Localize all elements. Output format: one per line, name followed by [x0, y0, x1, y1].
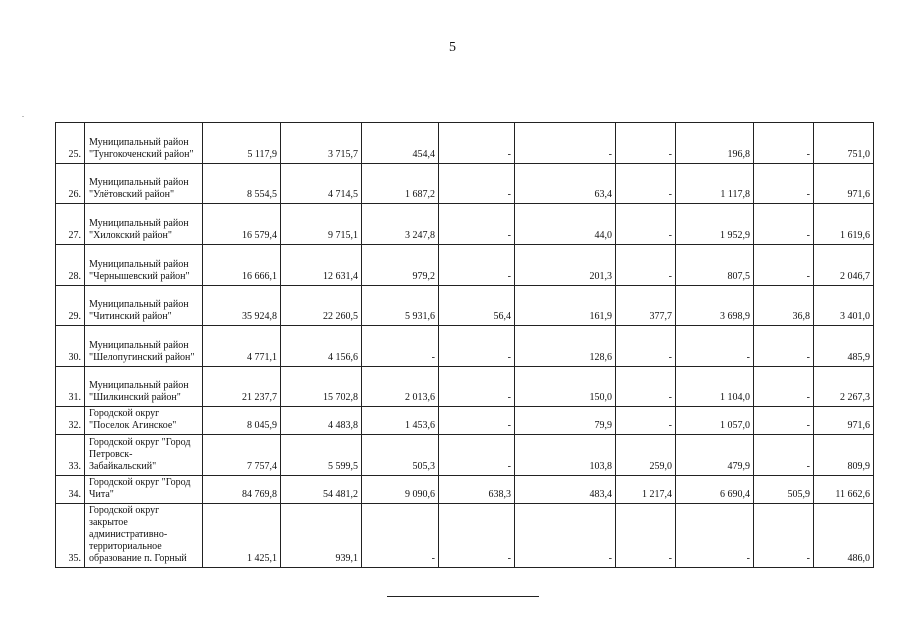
table-row — [56, 476, 874, 504]
table-row — [56, 164, 874, 204]
value-cell: - — [439, 204, 515, 245]
value-cell: 809,9 — [814, 435, 874, 476]
value-cell: - — [439, 407, 515, 435]
value-cell: 5 117,9 — [203, 123, 281, 164]
value-cell: 2 013,6 — [362, 367, 439, 407]
row-number: 25. — [56, 123, 85, 164]
value-cell: 2 046,7 — [814, 245, 874, 286]
value-cell: 128,6 — [515, 326, 616, 367]
value-cell: 939,1 — [281, 504, 362, 568]
table-row — [56, 407, 874, 435]
value-cell: 3 698,9 — [676, 286, 754, 326]
value-cell: 150,0 — [515, 367, 616, 407]
value-cell: 454,4 — [362, 123, 439, 164]
row-number: 27. — [56, 204, 85, 245]
municipality-name: Муниципальный район "Тунгокоченский район" — [85, 123, 203, 164]
value-cell: 103,8 — [515, 435, 616, 476]
value-cell: - — [616, 123, 676, 164]
value-cell: 5 599,5 — [281, 435, 362, 476]
municipality-name: Муниципальный район "Читинский район" — [85, 286, 203, 326]
value-cell: - — [362, 504, 439, 568]
value-cell: - — [754, 326, 814, 367]
value-cell: - — [439, 245, 515, 286]
value-cell: 4 771,1 — [203, 326, 281, 367]
value-cell: 15 702,8 — [281, 367, 362, 407]
budget-table — [55, 122, 874, 568]
value-cell: 201,3 — [515, 245, 616, 286]
value-cell: - — [616, 204, 676, 245]
row-number: 33. — [56, 435, 85, 476]
value-cell: 36,8 — [754, 286, 814, 326]
value-cell: 9 715,1 — [281, 204, 362, 245]
value-cell: - — [515, 123, 616, 164]
value-cell: 22 260,5 — [281, 286, 362, 326]
value-cell: - — [754, 504, 814, 568]
value-cell: 12 631,4 — [281, 245, 362, 286]
row-number: 29. — [56, 286, 85, 326]
value-cell: 479,9 — [676, 435, 754, 476]
value-cell: - — [439, 164, 515, 204]
municipality-name: Муниципальный район "Улётовский район" — [85, 164, 203, 204]
value-cell: 971,6 — [814, 407, 874, 435]
value-cell: 1 117,8 — [676, 164, 754, 204]
value-cell: - — [439, 326, 515, 367]
value-cell: 16 579,4 — [203, 204, 281, 245]
value-cell: - — [439, 504, 515, 568]
table-row — [56, 326, 874, 367]
value-cell: - — [616, 326, 676, 367]
table-body — [56, 123, 874, 568]
value-cell: - — [754, 435, 814, 476]
value-cell: - — [754, 407, 814, 435]
value-cell: 377,7 — [616, 286, 676, 326]
value-cell: - — [754, 123, 814, 164]
value-cell: - — [616, 245, 676, 286]
value-cell: - — [754, 204, 814, 245]
value-cell: 196,8 — [676, 123, 754, 164]
row-number: 31. — [56, 367, 85, 407]
footnote-separator — [387, 596, 539, 597]
value-cell: 8 554,5 — [203, 164, 281, 204]
value-cell: 4 156,6 — [281, 326, 362, 367]
row-number: 34. — [56, 476, 85, 504]
value-cell: 84 769,8 — [203, 476, 281, 504]
value-cell: 971,6 — [814, 164, 874, 204]
value-cell: - — [515, 504, 616, 568]
value-cell: 259,0 — [616, 435, 676, 476]
municipality-name: Городской округ "Поселок Агинское" — [85, 407, 203, 435]
value-cell: 56,4 — [439, 286, 515, 326]
value-cell: 2 267,3 — [814, 367, 874, 407]
value-cell: 44,0 — [515, 204, 616, 245]
value-cell: - — [676, 326, 754, 367]
value-cell: 161,9 — [515, 286, 616, 326]
value-cell: - — [676, 504, 754, 568]
value-cell: 4 714,5 — [281, 164, 362, 204]
value-cell: 483,4 — [515, 476, 616, 504]
table-row — [56, 123, 874, 164]
table-row — [56, 504, 874, 568]
value-cell: 63,4 — [515, 164, 616, 204]
row-number: 30. — [56, 326, 85, 367]
table-row — [56, 245, 874, 286]
table-row — [56, 435, 874, 476]
value-cell: 638,3 — [439, 476, 515, 504]
value-cell: - — [616, 504, 676, 568]
value-cell: - — [439, 435, 515, 476]
value-cell: 5 931,6 — [362, 286, 439, 326]
row-number: 28. — [56, 245, 85, 286]
row-number: 26. — [56, 164, 85, 204]
value-cell: 6 690,4 — [676, 476, 754, 504]
value-cell: 1 453,6 — [362, 407, 439, 435]
value-cell: 8 045,9 — [203, 407, 281, 435]
table-row — [56, 286, 874, 326]
value-cell: - — [754, 367, 814, 407]
row-number: 35. — [56, 504, 85, 568]
scan-mark: . — [22, 110, 24, 119]
municipality-name: Муниципальный район "Чернышевский район" — [85, 245, 203, 286]
value-cell: - — [616, 407, 676, 435]
value-cell: 9 090,6 — [362, 476, 439, 504]
value-cell: 35 924,8 — [203, 286, 281, 326]
municipality-name: Муниципальный район "Шелопугинский район" — [85, 326, 203, 367]
municipality-name: Городской округ закрытое административно-территориальное образование п. Горный — [85, 504, 203, 568]
municipality-name: Городской округ "Город Чита" — [85, 476, 203, 504]
page-number: 5 — [449, 40, 456, 55]
value-cell: 979,2 — [362, 245, 439, 286]
value-cell: - — [754, 164, 814, 204]
table-row — [56, 204, 874, 245]
value-cell: 486,0 — [814, 504, 874, 568]
table-row — [56, 367, 874, 407]
value-cell: - — [616, 367, 676, 407]
row-number: 32. — [56, 407, 85, 435]
value-cell: - — [439, 123, 515, 164]
value-cell: 1 104,0 — [676, 367, 754, 407]
municipality-name: Муниципальный район "Шилкинский район" — [85, 367, 203, 407]
value-cell: 3 247,8 — [362, 204, 439, 245]
value-cell: 1 057,0 — [676, 407, 754, 435]
value-cell: 21 237,7 — [203, 367, 281, 407]
value-cell: 1 425,1 — [203, 504, 281, 568]
value-cell: 3 715,7 — [281, 123, 362, 164]
value-cell: - — [754, 245, 814, 286]
value-cell: 79,9 — [515, 407, 616, 435]
value-cell: 751,0 — [814, 123, 874, 164]
value-cell: 1 619,6 — [814, 204, 874, 245]
value-cell: 1 217,4 — [616, 476, 676, 504]
value-cell: 1 687,2 — [362, 164, 439, 204]
value-cell: 7 757,4 — [203, 435, 281, 476]
value-cell: 1 952,9 — [676, 204, 754, 245]
value-cell: 11 662,6 — [814, 476, 874, 504]
municipality-name: Муниципальный район "Хилокский район" — [85, 204, 203, 245]
value-cell: 4 483,8 — [281, 407, 362, 435]
municipality-name: Городской округ "Город Петровск-Забайкальский" — [85, 435, 203, 476]
value-cell: - — [616, 164, 676, 204]
value-cell: 54 481,2 — [281, 476, 362, 504]
value-cell: - — [362, 326, 439, 367]
value-cell: 16 666,1 — [203, 245, 281, 286]
value-cell: 505,3 — [362, 435, 439, 476]
value-cell: 807,5 — [676, 245, 754, 286]
value-cell: 3 401,0 — [814, 286, 874, 326]
value-cell: 505,9 — [754, 476, 814, 504]
value-cell: - — [439, 367, 515, 407]
value-cell: 485,9 — [814, 326, 874, 367]
